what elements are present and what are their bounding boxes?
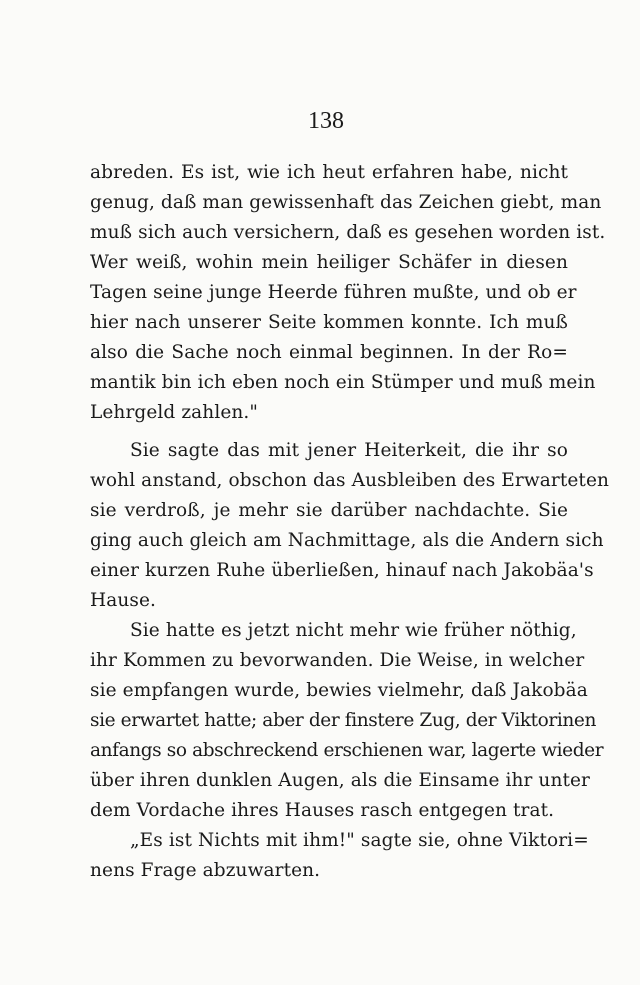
text-line: Sie hatte es jetzt nicht mehr wie früher nöthig, <box>130 620 577 641</box>
paragraph <box>90 436 610 616</box>
page-number: 138 <box>308 108 344 134</box>
text-line: Lehrgeld zahlen." <box>90 402 258 423</box>
text-line: muß sich auch versichern, daß es gesehen worden ist. <box>90 222 606 243</box>
paragraph <box>90 826 589 886</box>
text-line: dem Vordache ihres Hauses rasch entgegen trat. <box>90 800 555 821</box>
text-line: sie erwartet hatte; aber der finstere Zug, der Viktorinen <box>90 710 596 731</box>
text-line: Sie sagte das mit jener Heiterkeit, die ihr so <box>130 440 568 461</box>
text-line: Wer weiß, wohin mein heiliger Schäfer in diesen <box>90 252 568 273</box>
paragraph <box>90 158 606 428</box>
text-line: nens Frage abzuwarten. <box>90 860 321 881</box>
text-line: über ihren dunklen Augen, als die Einsame ihr unter <box>90 770 590 791</box>
text-line: Hause. <box>90 590 157 611</box>
text-line: ihr Kommen zu bevorwanden. Die Weise, in welcher <box>90 650 585 671</box>
text-line: „Es ist Nichts mit ihm!" sagte sie, ohne Viktori= <box>130 830 589 851</box>
text-line: einer kurzen Ruhe überließen, hinauf nach Jakobäa's <box>90 560 594 581</box>
text-line: wohl anstand, obschon das Ausbleiben des Erwarteten <box>90 470 610 491</box>
text-line: sie verdroß, je mehr sie darüber nachdachte. Sie <box>90 500 568 521</box>
paragraph <box>90 616 604 826</box>
body-text <box>90 158 610 886</box>
text-line: Tagen seine junge Heerde führen mußte, und ob er <box>90 282 577 303</box>
text-line: ging auch gleich am Nachmittage, als die Andern sich <box>90 530 604 551</box>
text-line: sie empfangen wurde, bewies vielmehr, daß Jakobäa <box>90 680 588 701</box>
text-line: abreden. Es ist, wie ich heut erfahren habe, nicht <box>90 162 568 183</box>
text-line: mantik bin ich eben noch ein Stümper und muß mein <box>90 372 596 393</box>
text-line: anfangs so abschreckend erschienen war, lagerte wieder <box>90 740 604 761</box>
text-line: genug, daß man gewissenhaft das Zeichen giebt, man <box>90 192 602 213</box>
text-line: also die Sache noch einmal beginnen. In der Ro= <box>90 342 568 363</box>
text-line: hier nach unserer Seite kommen konnte. Ich muß <box>90 312 568 333</box>
